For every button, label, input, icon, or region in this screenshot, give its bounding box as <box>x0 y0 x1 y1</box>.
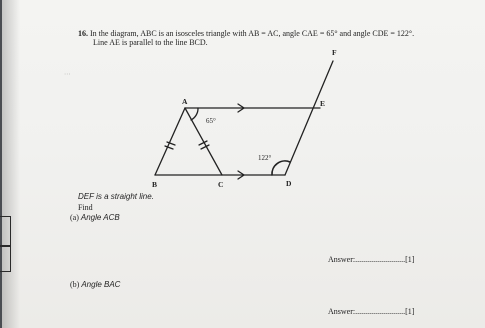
part-b-label: (b) <box>70 280 80 289</box>
point-label-A: A <box>182 97 188 106</box>
segment-AB <box>155 108 185 175</box>
point-label-D: D <box>286 179 292 188</box>
point-label-F: F <box>332 48 337 57</box>
part-a-label: (a) <box>70 213 79 222</box>
angle-label-D: 122° <box>258 154 272 162</box>
bleed-through-text: ⋯ <box>64 71 71 78</box>
straight-line-statement: DEF is a straight line. <box>78 192 154 201</box>
line-DEF <box>285 61 333 175</box>
question-line-2: Line AE is parallel to the line BCD. <box>93 38 208 47</box>
part-a <box>70 213 120 222</box>
angle-arc-A <box>191 108 198 120</box>
segment-AC <box>185 108 222 175</box>
part-b-text: Angle BAC <box>81 280 121 289</box>
worksheet-page <box>2 0 485 328</box>
question-number: 16. <box>78 29 88 38</box>
point-label-C: C <box>218 180 224 189</box>
geometry-diagram <box>2 0 485 328</box>
answer-line-a[interactable]: Answer:.........................[1] <box>328 255 415 264</box>
question-text-1: In the diagram, ABC is an isosceles triangle with AB = AC, angle CAE = 65° and angle CDE = 122°. <box>90 29 415 38</box>
part-b <box>70 280 120 289</box>
angle-label-A: 65° <box>206 117 216 125</box>
point-label-E: E <box>320 99 326 108</box>
binder-bracket-bottom <box>0 246 11 272</box>
point-label-B: B <box>152 180 158 189</box>
part-a-text: Angle ACB <box>80 213 120 222</box>
binder-bracket-top <box>0 216 11 246</box>
find-label: Find <box>78 203 93 212</box>
answer-line-b[interactable]: Answer:.........................[1] <box>328 307 415 316</box>
